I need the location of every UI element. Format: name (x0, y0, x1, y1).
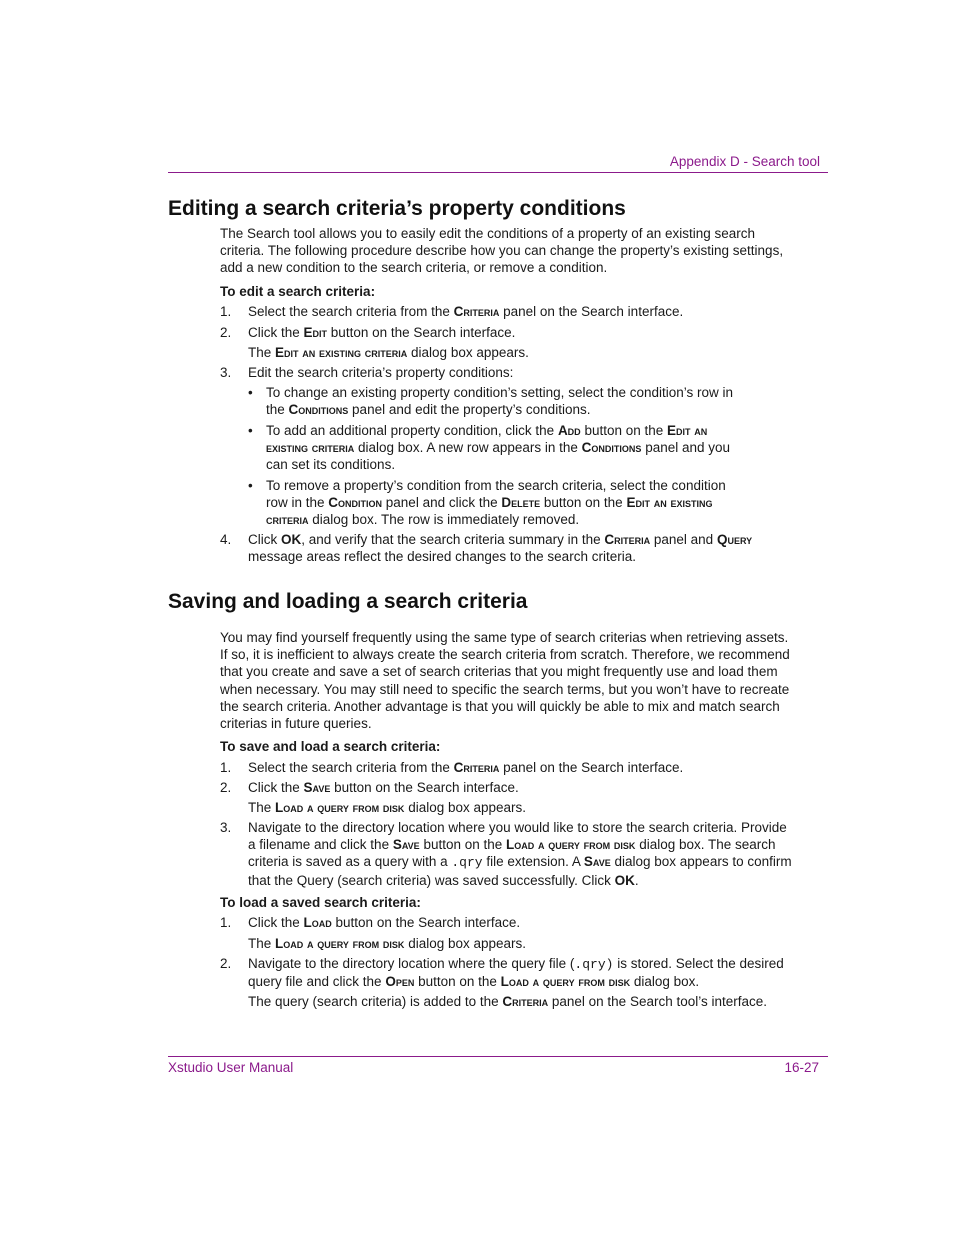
ui-term: Load a query from disk (275, 936, 405, 951)
ok-term: OK (614, 872, 635, 888)
step-note: The Load a query from disk dialog box appears. (248, 936, 527, 951)
step-text: Navigate to the directory location where the query file (.qry) is stored. Select the desired query file and click the Open button on the Load a query from disk dialog box. (248, 956, 784, 990)
bullet-text: To remove a property’s condition from the search criteria, select the condition row in the Condition panel and click the Delete button on the Edit an existing criteria dialog box. The row is immediately removed. (266, 478, 726, 528)
bullet-dot: • (248, 385, 253, 400)
ui-term: Delete (501, 495, 541, 511)
ui-term: Criteria (453, 760, 500, 775)
step-1 (220, 759, 795, 776)
ui-term: Condition (328, 495, 383, 511)
section-intro-saving (220, 629, 795, 732)
ui-term: Edit an existing criteria (275, 345, 408, 360)
ui-term: Edit an existing criteria (266, 423, 708, 456)
procedure-title-save: To save and load a search criteria: (220, 739, 441, 754)
step-note: The Load a query from disk dialog box appears. (248, 800, 527, 815)
bullet-item (248, 384, 738, 418)
bullet-dot: • (248, 478, 253, 493)
section-heading-editing: Editing a search criteria’s property conditions (168, 197, 626, 220)
step-number: 3. (220, 365, 232, 380)
step-text: Select the search criteria from the Criteria panel on the Search interface. (248, 760, 684, 775)
step-note: The query (search criteria) is added to the Criteria panel on the Search tool’s interface. (248, 994, 768, 1009)
ui-term: Add (557, 423, 581, 438)
intro-paragraph: You may find yourself frequently using the same type of search criterias when retrieving assets. If so, it is inefficient to always create the search criteria from scratch. Therefore, we recommend that you create and save a set of search criterias that you might frequently use and load them when necessary. You may still need to specific the search terms, but you won’t have to recreate the search criteria. Another advantage is that you will quickly be able to mix and match search criterias in future queries. (220, 630, 790, 732)
ui-term: Criteria (453, 304, 500, 319)
step-2 (220, 779, 795, 796)
file-extension: .qry (451, 855, 483, 871)
ui-term: Save (303, 780, 331, 795)
footer-page-number: 16-27 (784, 1060, 819, 1075)
step-3 (220, 364, 795, 381)
step-text: Edit the search criteria’s property conditions: (248, 365, 514, 380)
ui-term: Query (716, 532, 753, 547)
ui-term: Save (583, 854, 611, 870)
step-number: 3. (220, 820, 232, 835)
ui-term: Load (303, 915, 332, 930)
intro-paragraph: The Search tool allows you to easily edit the conditions of a property of an existing search criteria. The following procedure describe how you can change the property’s existing settings, add a new condition to the search criteria, or remove a condition. (220, 226, 784, 276)
section-intro-editing (220, 225, 795, 277)
ui-term: Criteria (604, 532, 651, 547)
step-note: The Edit an existing criteria dialog box appears. (248, 345, 529, 360)
footer-rule (168, 1056, 828, 1057)
step-number: 4. (220, 532, 232, 547)
ok-term: OK (281, 532, 302, 547)
step-number: 1. (220, 915, 232, 930)
footer-manual-title: Xstudio User Manual (168, 1060, 294, 1075)
step-1 (220, 914, 795, 931)
ui-term: Load a query from disk (275, 800, 405, 815)
step-number: 1. (220, 760, 232, 775)
bullet-item (248, 422, 738, 474)
ui-term: Edit an existing criteria (266, 495, 713, 528)
ui-term: Conditions (288, 402, 349, 418)
step-text: Click the Load button on the Search interface. (248, 915, 521, 930)
ui-term: Conditions (581, 440, 642, 456)
section-heading-saving: Saving and loading a search criteria (168, 590, 528, 613)
step-number: 2. (220, 956, 232, 971)
step-1 (220, 303, 795, 320)
step-2 (220, 955, 795, 990)
ui-term: Load a query from disk (500, 974, 631, 990)
procedure-title-load: To load a saved search criteria: (220, 895, 421, 910)
bullet-dot: • (248, 423, 253, 438)
bullet-text: To add an additional property condition, click the Add button on the Edit an existing criteria dialog box. A new row appears in the Conditions panel and you can set its conditions. (266, 423, 731, 473)
running-header-title: Appendix D - Search tool (669, 154, 820, 169)
step-3 (220, 819, 795, 889)
step-text: Click OK, and verify that the search criteria summary in the Criteria panel and Query message areas reflect the desired changes to the search criteria. (248, 532, 753, 565)
step-number: 1. (220, 304, 232, 319)
file-extension: .qry) (574, 957, 614, 972)
bullet-item (248, 477, 738, 529)
header-rule (168, 172, 828, 173)
ui-term: Edit (303, 325, 328, 340)
step-2 (220, 324, 795, 341)
ui-term: Open (385, 974, 415, 990)
step-number: 2. (220, 780, 232, 795)
step-4 (220, 531, 795, 565)
step-number: 2. (220, 325, 232, 340)
step-text: Click the Edit button on the Search interface. (248, 325, 516, 340)
bullet-text: To change an existing property condition’s setting, select the condition’s row in the Conditions panel and edit the property’s conditions. (266, 385, 734, 418)
step-text: Click the Save button on the Search interface. (248, 780, 519, 795)
step-text: Select the search criteria from the Criteria panel on the Search interface. (248, 304, 684, 319)
ui-term: Load a query from disk (506, 837, 636, 853)
ui-term: Save (392, 837, 420, 853)
ui-term: Criteria (502, 994, 549, 1009)
step-text: Navigate to the directory location where you would like to store the search criteria. Provide a filename and click the Save button on the Load a query from disk dialog box. The search criteria is saved as a query with a .qry file extension. A Save dialog box appears to confirm that the Query (search criteria) was saved successfully. Click OK. (248, 820, 792, 888)
procedure-title-edit: To edit a search criteria: (220, 284, 376, 299)
